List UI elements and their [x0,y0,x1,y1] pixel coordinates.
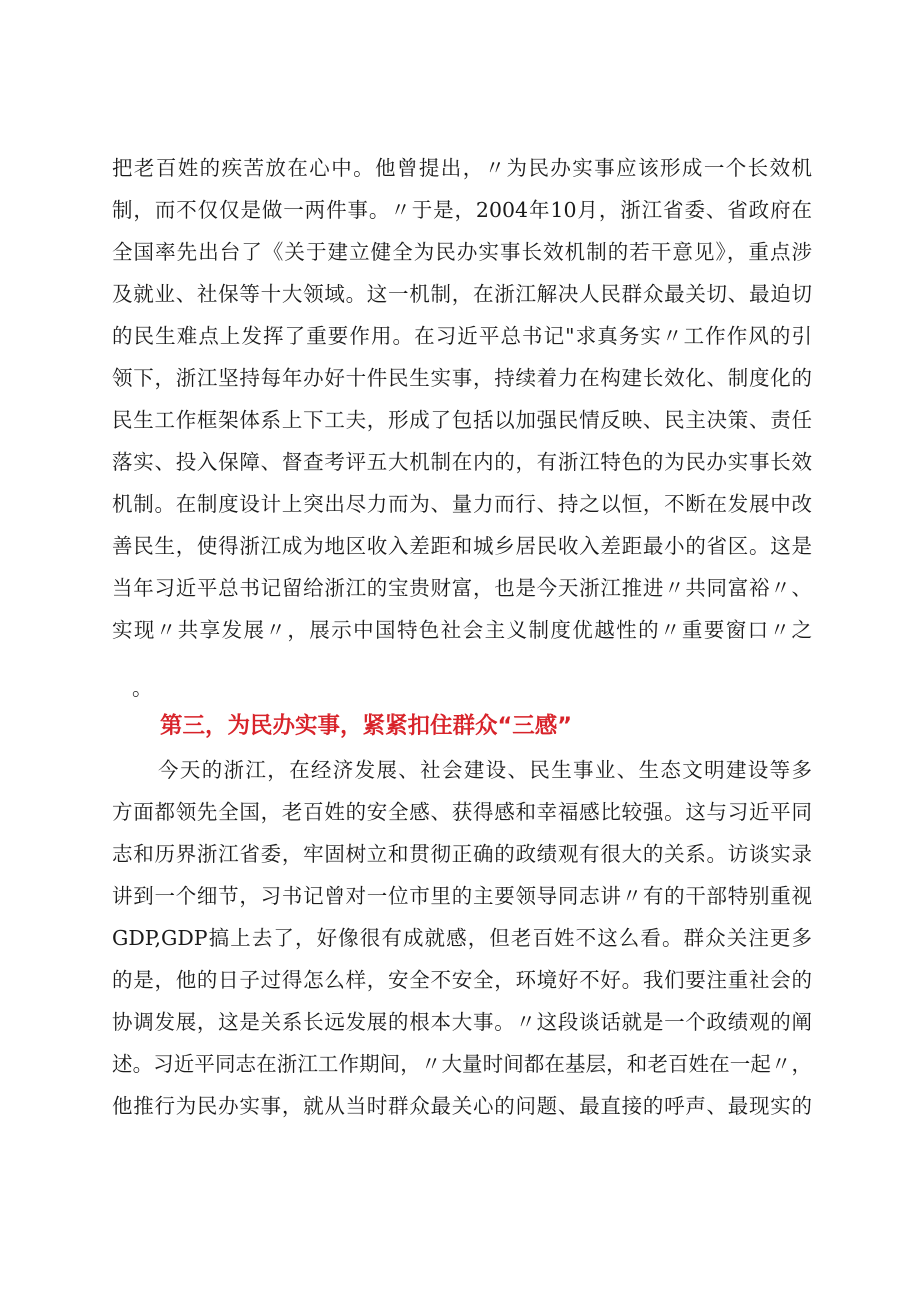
paragraph-1-line-4: 及就业、社保等十大领域。这一机制，在浙江解决人民群众最关切、最迫切 [112,282,812,306]
paragraph-2-line-5: GDP,GDP搞上去了，好像很有成就感，但老百姓不这么看。群众关注更多 [112,926,812,950]
section-heading: 第三，为民办实事，紧紧扣住群众“三感” [160,713,573,739]
paragraph-2-line-7: 协调发展，这是关系长远发展的根本大事。〃这段谈话就是一个政绩观的阐 [112,1010,812,1034]
paragraph-1-line-8: 落实、投入保障、督查考评五大机制在内的，有浙江特色的为民办实事长效 [112,450,812,474]
paragraph-1-line-12: 实现〃共享发展〃，展示中国特色社会主义制度优越性的〃重要窗口〃之 [112,618,812,642]
paragraph-1-line-6: 领下，浙江坚持每年办好十件民生实事，持续着力在构建长效化、制度化的 [112,366,812,390]
paragraph-2-line-8: 述。习近平同志在浙江工作期间，〃大量时间都在基层，和老百姓在一起〃， [112,1052,812,1076]
paragraph-1-line-2: 制，而不仅仅是做一两件事。〃于是，2004年10月，浙江省委、省政府在 [112,198,812,222]
paragraph-1-line-11: 当年习近平总书记留给浙江的宝贵财富，也是今天浙江推进〃共同富裕〃、 [112,576,812,600]
paragraph-1-line-10: 善民生，使得浙江成为地区收入差距和城乡居民收入差距最小的省区。这是 [112,534,812,558]
paragraph-2-line-6: 的是，他的日子过得怎么样，安全不安全，环境好不好。我们要注重社会的 [112,968,812,992]
paragraph-1-line-1: 把老百姓的疾苦放在心中。他曾提出，〃为民办实事应该形成一个长效机 [112,156,812,180]
paragraph-2-line-9: 他推行为民办实事，就从当时群众最关心的问题、最直接的呼声、最现实的 [112,1094,812,1118]
paragraph-2-line-4: 讲到一个细节，习书记曾对一位市里的主要领导同志讲〃有的干部特别重视 [112,884,812,908]
paragraph-1-line-13: 。 [132,676,153,700]
paragraph-1-line-3: 全国率先出台了《关于建立健全为民办实事长效机制的若干意见》，重点涉 [112,240,812,264]
paragraph-1-line-7: 民生工作框架体系上下工夫，形成了包括以加强民情反映、民主决策、责任 [112,408,812,432]
paragraph-2-line-3: 志和历界浙江省委，牢固树立和贯彻正确的政绩观有很大的关系。访谈实录 [112,842,812,866]
paragraph-2-line-1: 今天的浙江，在经济发展、社会建设、民生事业、生态文明建设等多 [158,758,812,782]
paragraph-1-line-9: 机制。在制度设计上突出尽力而为、量力而行、持之以恒，不断在发展中改 [112,492,812,516]
paragraph-1-line-5: 的民生难点上发挥了重要作用。在习近平总书记"求真务实〃工作作风的引 [112,324,812,348]
paragraph-2-line-2: 方面都领先全国，老百姓的安全感、获得感和幸福感比较强。这与习近平同 [112,800,812,824]
